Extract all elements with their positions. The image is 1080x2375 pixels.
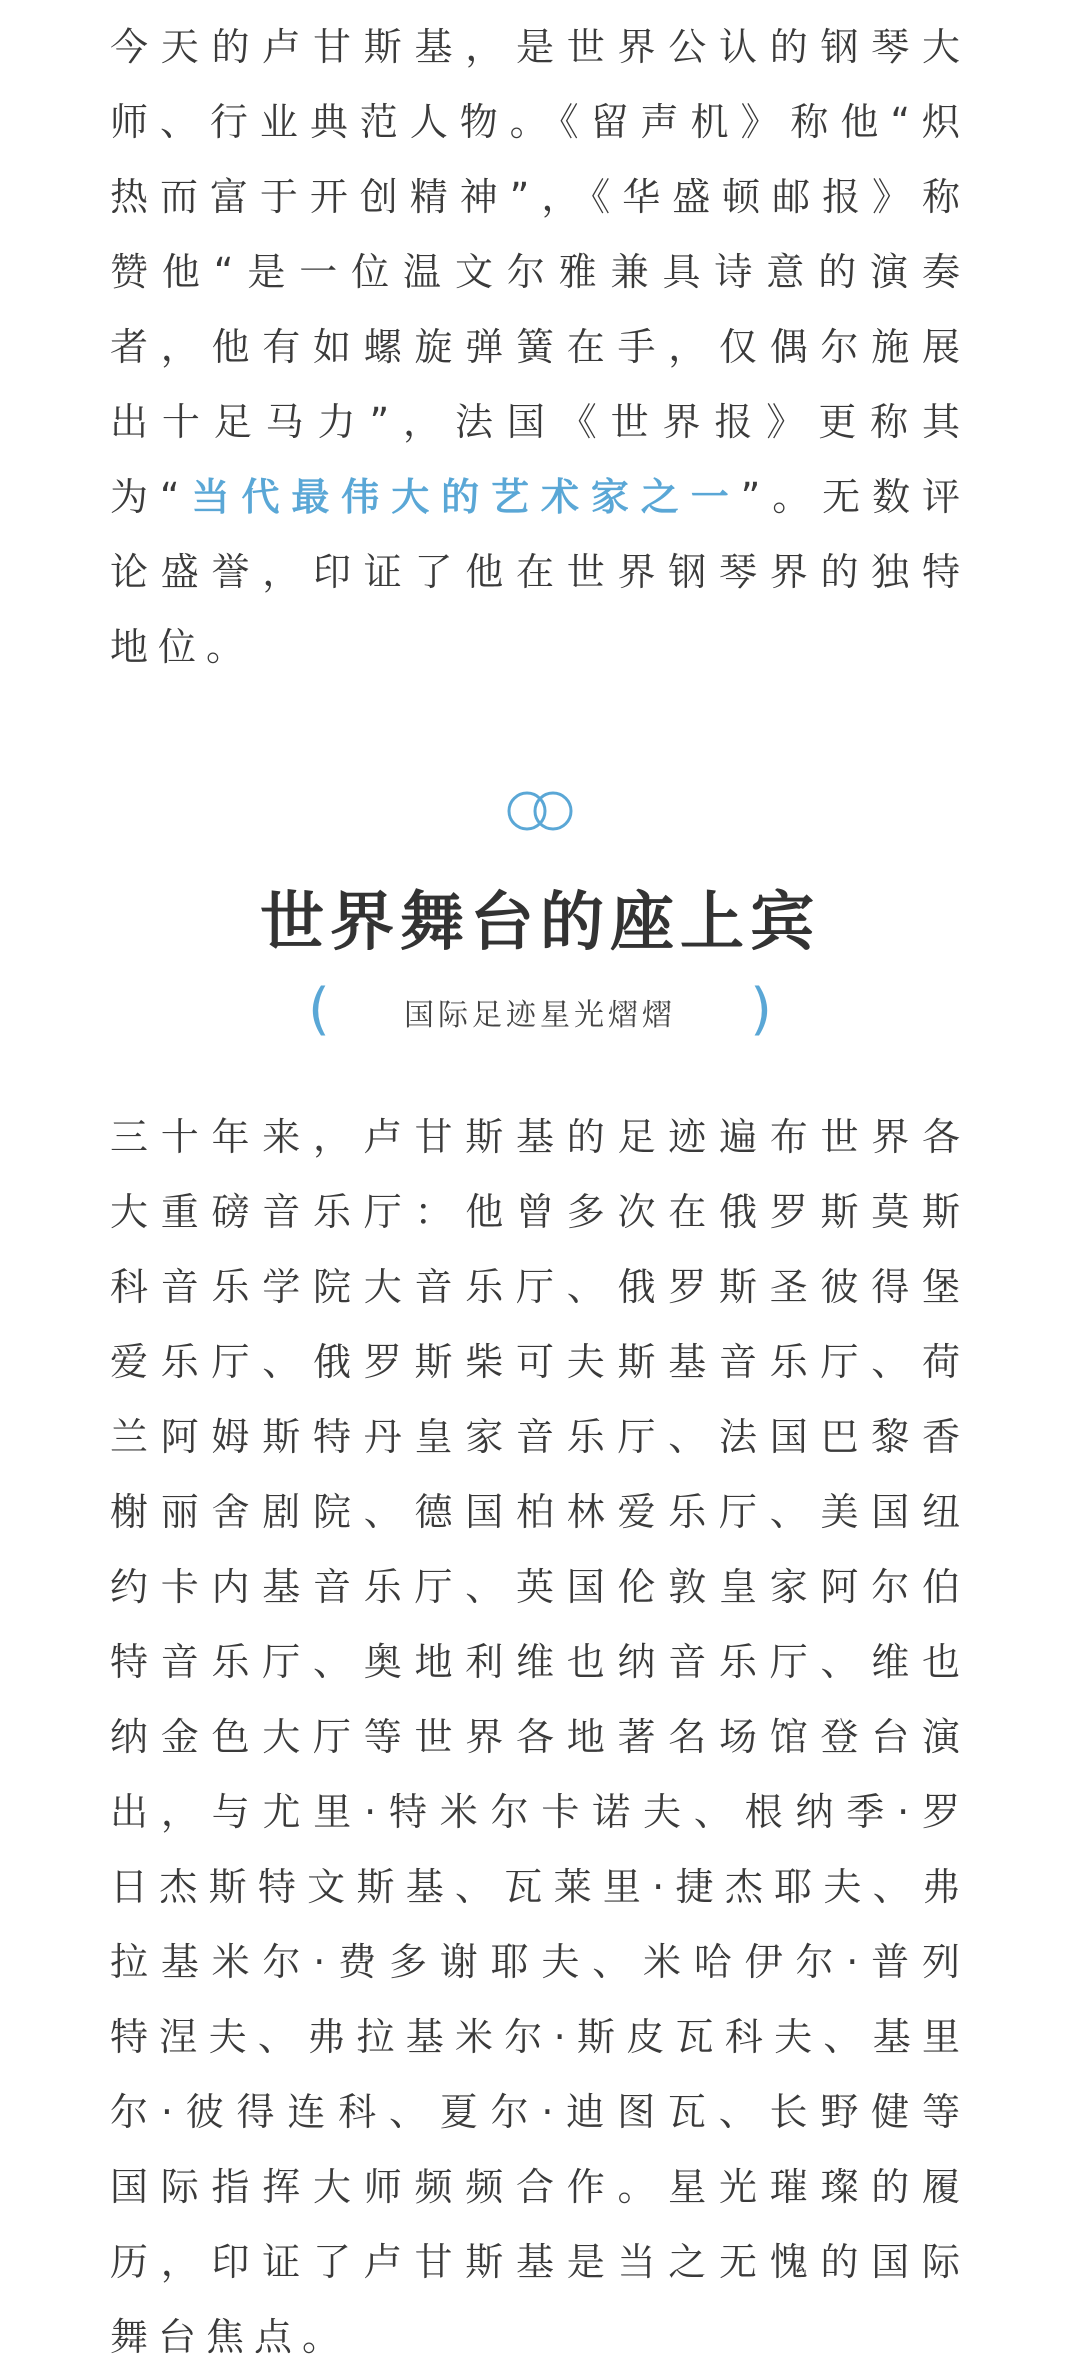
subtitle-left-bracket: ( <box>308 977 330 1042</box>
venues-paragraph: 三十年来，卢甘斯基的足迹遍布世界各大重磅音乐厅：他曾多次在俄罗斯莫斯科音乐学院大音乐厅、俄罗斯圣彼得堡爱乐厅、俄罗斯柴可夫斯基音乐厅、荷兰阿姆斯特丹皇家音乐厅、法国巴黎香榭丽舍剧院、德国柏林爱乐厅、美国纽约卡内基音乐厅、英国伦敦皇家阿尔伯特音乐厅、奥地利维也纳音乐厅、维也纳金色大厅等世界各地著名场馆登台演出，与尤里·特米尔卡诺夫、根纳季·罗日杰斯特文斯基、瓦莱里·捷杰耶夫、弗拉基米尔·费多谢耶夫、米哈伊尔·普列特涅夫、弗拉基米尔·斯皮瓦科夫、基里尔·彼得连科、夏尔·迪图瓦、长野健等国际指挥大师频频合作。星光璀璨的履历，印证了卢甘斯基是当之无愧的国际舞台焦点。 <box>110 1115 970 2359</box>
section-subtitle-group <box>300 977 780 1046</box>
section-title: 世界舞台的座上宾 <box>260 886 820 960</box>
highlight-quote: 当代最伟大的艺术家之一 <box>189 475 741 519</box>
subtitle-right-bracket: ) <box>750 977 772 1042</box>
intro-text-after: ”。无数评论盛誉，印证了他在世界钢琴界的独特地位。 <box>110 475 971 669</box>
intro-paragraph <box>110 10 970 685</box>
intro-text-before: 今天的卢甘斯基，是世界公认的钢琴大师、行业典范人物。《留声机》称他“炽热而富于开创精神”，《华盛顿邮报》称赞他“是一位温文尔雅兼具诗意的演奏者，他有如螺旋弹簧在手，仅偶尔施展出十足马力”，法国《世界报》更称其为“ <box>110 25 970 519</box>
section-subtitle: 国际足迹星光熠熠 <box>404 998 676 1033</box>
interlocking-rings-icon <box>502 789 578 833</box>
